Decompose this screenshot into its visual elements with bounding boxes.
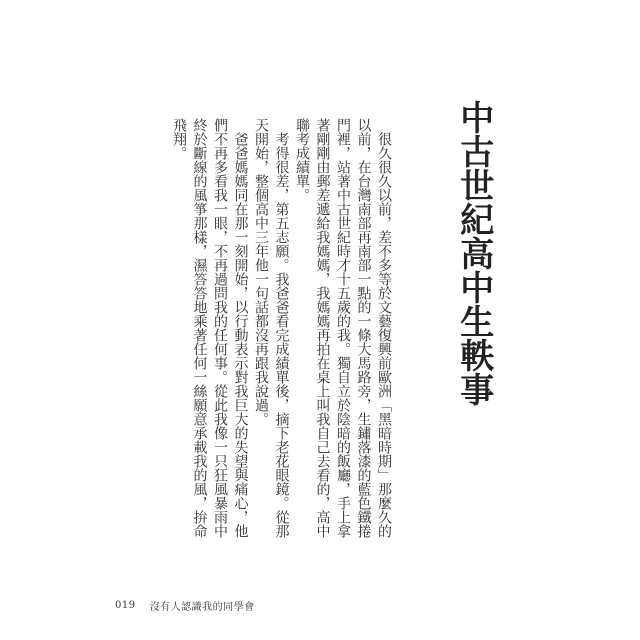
paragraph-3: 爸爸媽媽同在那一刻開始，以行動表示對我巨大的失望與痛心，他們不再多看我一眼，不再過問我的任何事。從此我像一只狂風暴雨中終於斷線的風箏那樣，濕答答地乘著任何一絲願意承載我的風，拚命飛翔。	[171, 118, 249, 538]
body-text	[168, 118, 394, 548]
paragraph-2: 考得很差，第五志願。我爸爸看完成績單後，摘下老花眼鏡。從那天開始，整個高中三年他一句話都沒再跟我說過。	[253, 118, 290, 538]
page-number: 019	[115, 599, 136, 611]
paragraph-1: 很久很久以前，差不多等於文藝復興前歐洲「黑暗時期」那麼久的以前，在台灣南部再南部一點的一條大馬路旁，生鏽落漆的藍色鐵捲門裡，站著中古世紀時才十五歲的我。獨自立於陰暗的飯廳，手上拿著剛剛由郵差遞給我媽媽，我媽媽再拍在桌上叫我自己去看的，高中聯考成績單。	[294, 118, 392, 538]
running-book-title: 沒有人認識我的同學會	[149, 601, 255, 613]
page-footer	[115, 597, 255, 613]
chapter-title: 中古世紀高中生軼事	[453, 100, 494, 406]
